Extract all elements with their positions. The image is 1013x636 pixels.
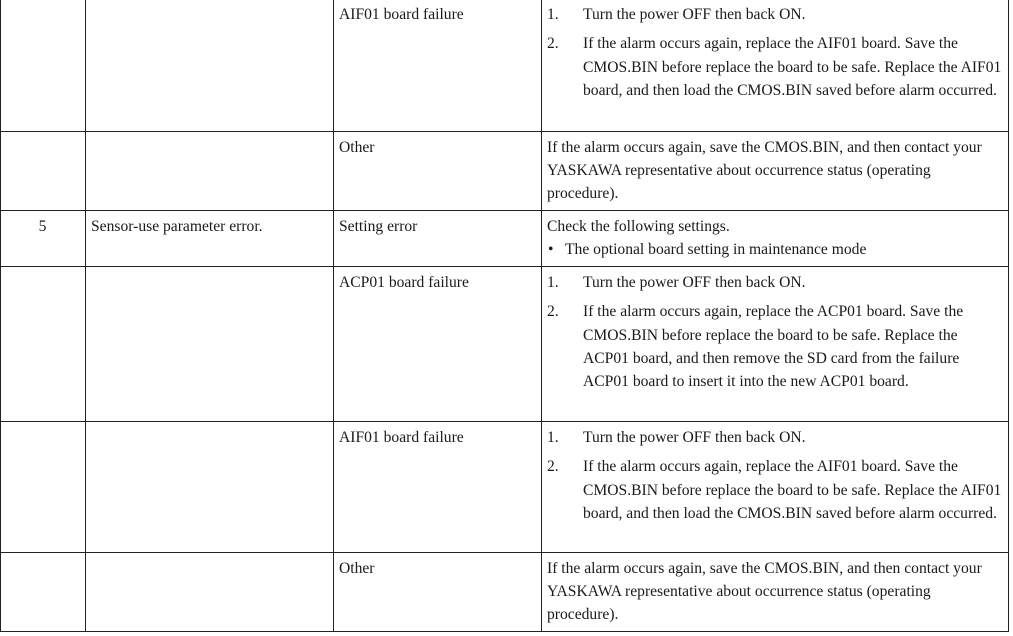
- cause-cell: AIF01 board failure: [334, 0, 542, 132]
- remedy-steps: [547, 426, 1002, 525]
- alarm-name-cell: Sensor-use parameter error.: [86, 211, 334, 267]
- remedy-text: Check the following settings.: [547, 218, 730, 235]
- remedy-cell: [542, 267, 1009, 422]
- table-row: [1, 211, 1009, 267]
- step-text: If the alarm occurs again, replace the AIF01 board. Save the CMOS.BIN before replace the board to be safe. Replace the AIF01 board, and then load the CMOS.BIN saved before alarm occurred.: [583, 458, 1002, 522]
- remedy-steps: [547, 3, 1002, 102]
- bullet-mark: •: [548, 241, 554, 258]
- remedy-bullets: [547, 238, 1002, 261]
- step-number: 2.: [547, 35, 559, 53]
- alarm-name-cell: [86, 267, 334, 422]
- table-row: [1, 0, 1009, 132]
- cause-cell: Setting error: [334, 211, 542, 267]
- cause-cell: AIF01 board failure: [334, 422, 542, 553]
- alarm-number-cell: [1, 553, 86, 632]
- step-number: 1.: [547, 6, 559, 23]
- step-number: 1.: [547, 274, 559, 291]
- step-number: 2.: [547, 458, 559, 476]
- alarm-name-cell: [86, 132, 334, 211]
- bullet-text: The optional board setting in maintenance mode: [565, 241, 867, 258]
- remedy-step: [547, 300, 1002, 393]
- remedy-step: [547, 32, 1002, 102]
- remedy-cell: If the alarm occurs again, save the CMOS.BIN, and then contact your YASKAWA representative about occurrence status (operating procedure).: [542, 553, 1009, 632]
- alarm-name-cell: [86, 0, 334, 132]
- remedy-cell: If the alarm occurs again, save the CMOS.BIN, and then contact your YASKAWA representative about occurrence status (operating procedure).: [542, 132, 1009, 211]
- bullet-item: [547, 238, 1002, 261]
- cause-cell: Other: [334, 132, 542, 211]
- remedy-step: [547, 3, 1002, 26]
- cause-cell: Other: [334, 553, 542, 632]
- remedy-step: [547, 271, 1002, 294]
- table-row: [1, 553, 1009, 632]
- alarm-number-cell: [1, 132, 86, 211]
- remedy-cell: [542, 422, 1009, 553]
- step-text: Turn the power OFF then back ON.: [583, 274, 806, 291]
- remedy-cell: [542, 0, 1009, 132]
- remedy-step: [547, 426, 1002, 449]
- step-text: Turn the power OFF then back ON.: [583, 429, 806, 446]
- remedy-steps: [547, 271, 1002, 393]
- alarm-number-cell: 5: [1, 211, 86, 267]
- step-text: If the alarm occurs again, replace the ACP01 board. Save the CMOS.BIN before replace the board to be safe. Replace the ACP01 board, and then remove the SD card from the failure ACP01 board to insert it into the new ACP01 board.: [583, 303, 964, 391]
- alarm-number-cell: [1, 267, 86, 422]
- step-number: 1.: [547, 429, 559, 446]
- table-row: [1, 267, 1009, 422]
- alarm-name-cell: [86, 422, 334, 553]
- alarm-number-cell: [1, 0, 86, 132]
- step-text: Turn the power OFF then back ON.: [583, 6, 806, 23]
- alarm-number-cell: [1, 422, 86, 553]
- table-row: [1, 132, 1009, 211]
- step-text: If the alarm occurs again, replace the AIF01 board. Save the CMOS.BIN before replace the board to be safe. Replace the AIF01 board, and then load the CMOS.BIN saved before alarm occurred.: [583, 35, 1002, 99]
- step-number: 2.: [547, 303, 559, 321]
- table-row: [1, 422, 1009, 553]
- cause-cell: ACP01 board failure: [334, 267, 542, 422]
- alarm-name-cell: [86, 553, 334, 632]
- remedy-cell: [542, 211, 1009, 267]
- remedy-step: [547, 455, 1002, 525]
